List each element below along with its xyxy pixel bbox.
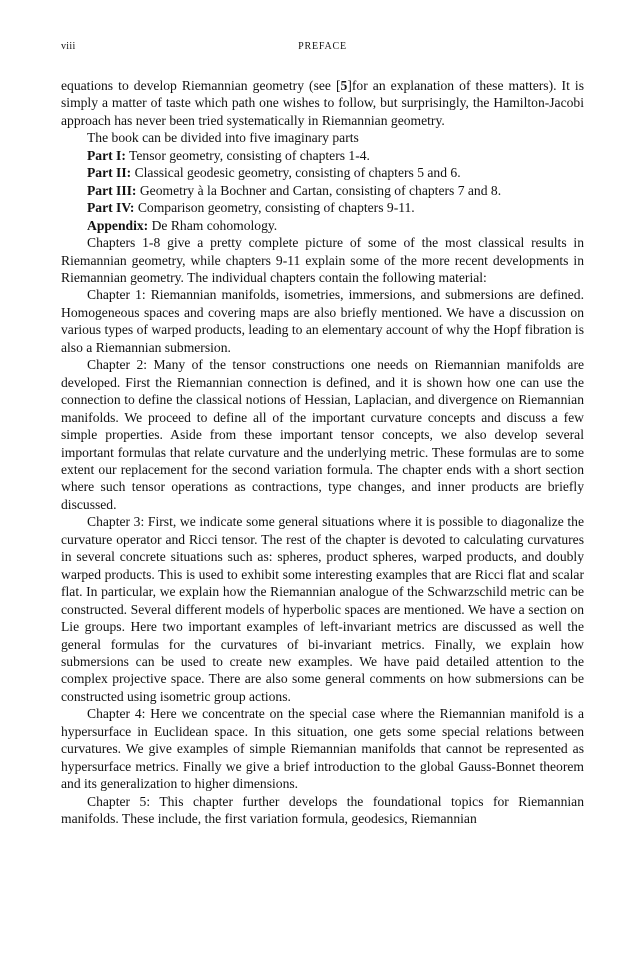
- part-item-2: [61, 164, 584, 181]
- page-body: [61, 77, 584, 827]
- part-label: Part I:: [87, 147, 126, 163]
- part-item-4: [61, 199, 584, 216]
- part-text: Comparison geometry, consisting of chapters 9-11.: [134, 200, 415, 216]
- chapter-5-paragraph: Chapter 5: This chapter further develops the foundational topics for Riemannian manifolds. These include, the first variation formula, geodesics, Riemannian: [61, 793, 584, 827]
- part-text: De Rham cohomology.: [148, 217, 278, 233]
- page-header: [61, 41, 584, 57]
- part-label: Part II:: [87, 165, 132, 181]
- chapter-4-paragraph: Chapter 4: Here we concentrate on the special case where the Riemannian manifold is a hypersurface in Euclidean space. In this situation, one gets some special relations between curvatures. We give examples of simple Riemannian manifolds that cannot be represented as hypersurface metrics. Finally we give a brief introduction to the global Gauss-Bonnet theorem and its generalization to higher dimensions.: [61, 706, 584, 792]
- chapter-2-paragraph: Chapter 2: Many of the tensor constructions one needs on Riemannian manifolds are developed. First the Riemannian connection is defined, and it is shown how one can use the connection to define the classical notions of Hessian, Laplacian, and divergence on Riemannian manifolds. We proceed to define all of the important curvature concepts and discuss a few simple properties. Aside from these important tensor concepts, we also develop several important formulas that relate curvature and the underlying metric. These formulas are to some extent our replacement for the second variation formula. The chapter ends with a short section where such tensor operations as contractions, type changes, and inner products are briefly discussed.: [61, 357, 584, 512]
- part-text: Tensor geometry, consisting of chapters 1-4.: [125, 147, 370, 163]
- citation-link[interactable]: 5: [340, 78, 348, 93]
- intro-text-start: equations to develop Riemannian geometry (see [: [61, 78, 341, 93]
- running-head: PREFACE: [298, 41, 347, 52]
- part-item-1: [61, 147, 584, 164]
- part-label: Part III:: [87, 182, 137, 198]
- page-number: viii: [61, 41, 76, 52]
- appendix-item: [61, 217, 584, 234]
- intro-paragraph: [61, 77, 584, 129]
- part-label: Part IV:: [87, 200, 135, 216]
- part-text: Geometry à la Bochner and Cartan, consisting of chapters 7 and 8.: [136, 182, 502, 198]
- part-item-3: [61, 182, 584, 199]
- book-page: [61, 41, 584, 827]
- chapter-3-paragraph: Chapter 3: First, we indicate some general situations where it is possible to diagonalize the curvature operator and Ricci tensor. The rest of the chapter is devoted to calculating curvatures in several concrete situations such as: spheres, product spheres, warped products, and doubly warped products. This is used to exhibit some interesting examples that are Ricci flat and scalar flat. In particular, we explain how the Riemannian analogue of the Schwarzschild metric can be constructed. Several different models of hyperbolic spaces are mentioned. We have a section on Lie groups. Here two important examples of left-invariant metrics are discussed as well the general formulas for the curvatures of bi-invariant metrics. Finally, we explain how submersions can be used to create new examples. We have paid detailed attention to the complex projective space. There are also some general comments on how submersions can be constructed using isometric group actions.: [61, 514, 584, 704]
- part-label: Appendix:: [87, 217, 149, 233]
- intro-text-end: ]for an explanation of these matters). It is simply a matter of taste which path one wishes to follow, but surprisingly, the Hamilton-Jacobi approach has never been tried systematically in Riemannian geometry.: [61, 78, 584, 128]
- part-text: Classical geodesic geometry, consisting of chapters 5 and 6.: [131, 165, 461, 181]
- overview-paragraph: Chapters 1-8 give a pretty complete picture of some of the most classical results in Riemannian geometry, while chapters 9-11 explain some of the more recent developments in Riemannian geometry. The individual chapters contain the following material:: [61, 235, 584, 285]
- chapter-1-paragraph: Chapter 1: Riemannian manifolds, isometries, immersions, and submersions are defined. Homogeneous spaces and covering maps are also briefly mentioned. We have a discussion on various types of warped products, leading to an elementary account of why the Hopf fibration is also a Riemannian submersion.: [61, 287, 584, 355]
- parts-intro: The book can be divided into five imaginary parts: [87, 130, 359, 146]
